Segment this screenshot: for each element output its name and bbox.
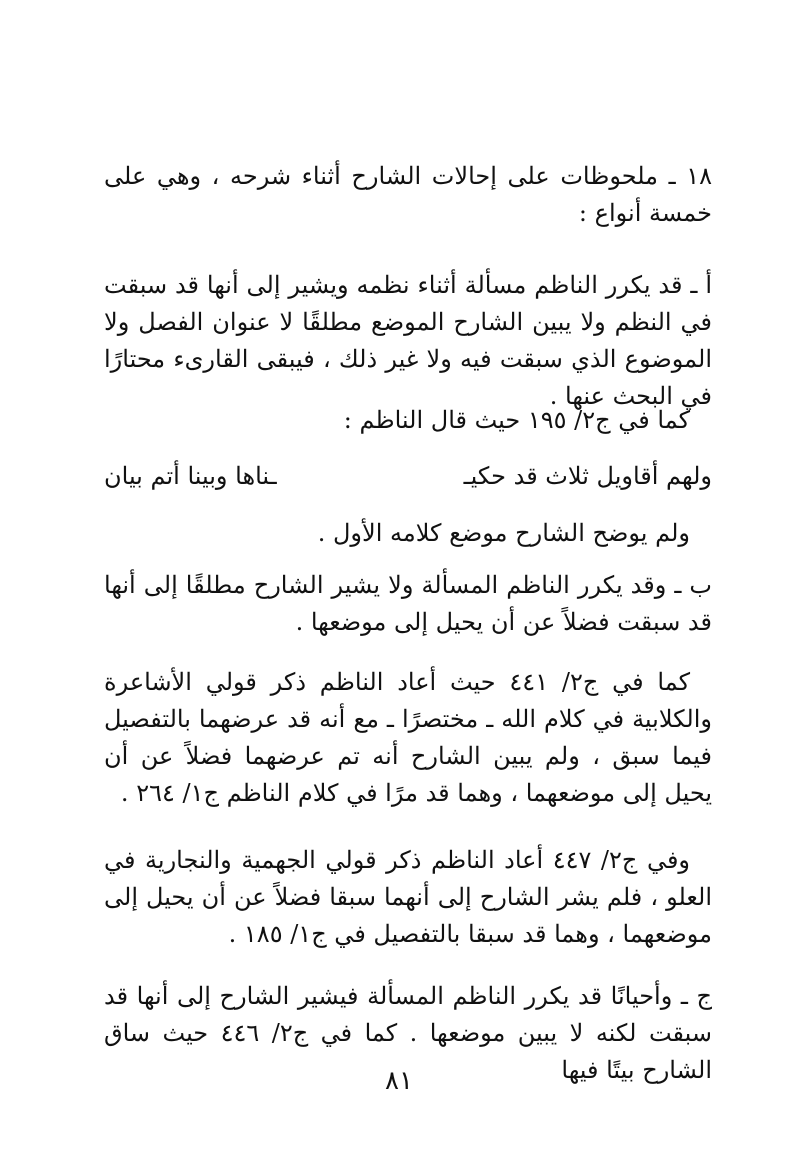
paragraph-b: ب ـ وقد يكرر الناظم المسألة ولا يشير الشارح مطلقًا إلى أنها قد سبقت فضلاً عن أن يحيل إلى موضعها .: [104, 571, 712, 636]
paragraph-a-example: كما في ج٢/ ١٩٥ حيث قال الناظم :: [343, 406, 690, 434]
paragraph-b-example-2: وفي ج٢/ ٤٤٧ أعاد الناظم ذكر قولي الجهمية والنجارية في العلو ، فلم يشر الشارح إلى أنهما سبقا فضلاً عن أن يحيل إلى موضعهما ، وهما قد سبقا بالتفصيل في ج١/ ١٨٥ .: [104, 846, 712, 948]
paragraph-a: أ ـ قد يكرر الناظم مسألة أثناء نظمه ويشير إلى أنها قد سبقت في النظم ولا يبين الشارح الموضع مطلقًا لا عنوان الفصل ولا الموضوع الذي سبقت فيه ولا غير ذلك ، فيبقى القارىء محتارًا في البحث عنها .: [104, 271, 712, 410]
paragraph-18: ١٨ ـ ملحوظات على إحالات الشارح أثناء شرحه ، وهي على خمسة أنواع :: [104, 162, 712, 227]
page-number: ٨١: [385, 1066, 413, 1096]
paragraph-b-example-1: كما في ج٢/ ٤٤١ حيث أعاد الناظم ذكر قولي الأشاعرة والكلابية في كلام الله ـ مختصرًا ـ مع أنه قد عرضهما بالتفصيل فيما سبق ، ولم يبين الشارح أنه تم عرضهما فضلاً عن أن يحيل إلى موضعهما ، وهما قد مرًا في كلام الناظم ج١/ ٢٦٤ .: [104, 668, 712, 807]
poem-hemistich-1: ولهم أقاويل ثلاث قد حكيـ: [463, 462, 712, 490]
poem-verse: [104, 456, 712, 496]
paragraph-a-after: ولم يوضح الشارح موضع كلامه الأول .: [317, 519, 690, 547]
poem-hemistich-2: ـناها وبينا أتم بيان: [104, 462, 277, 490]
paragraph-c: ج ـ وأحيانًا قد يكرر الناظم المسألة فيشير الشارح إلى أنها قد سبقت لكنه لا يبين موضعها . كما في ج٢/ ٤٤٦ حيث ساق الشارح بيتًا فيها: [104, 982, 713, 1084]
